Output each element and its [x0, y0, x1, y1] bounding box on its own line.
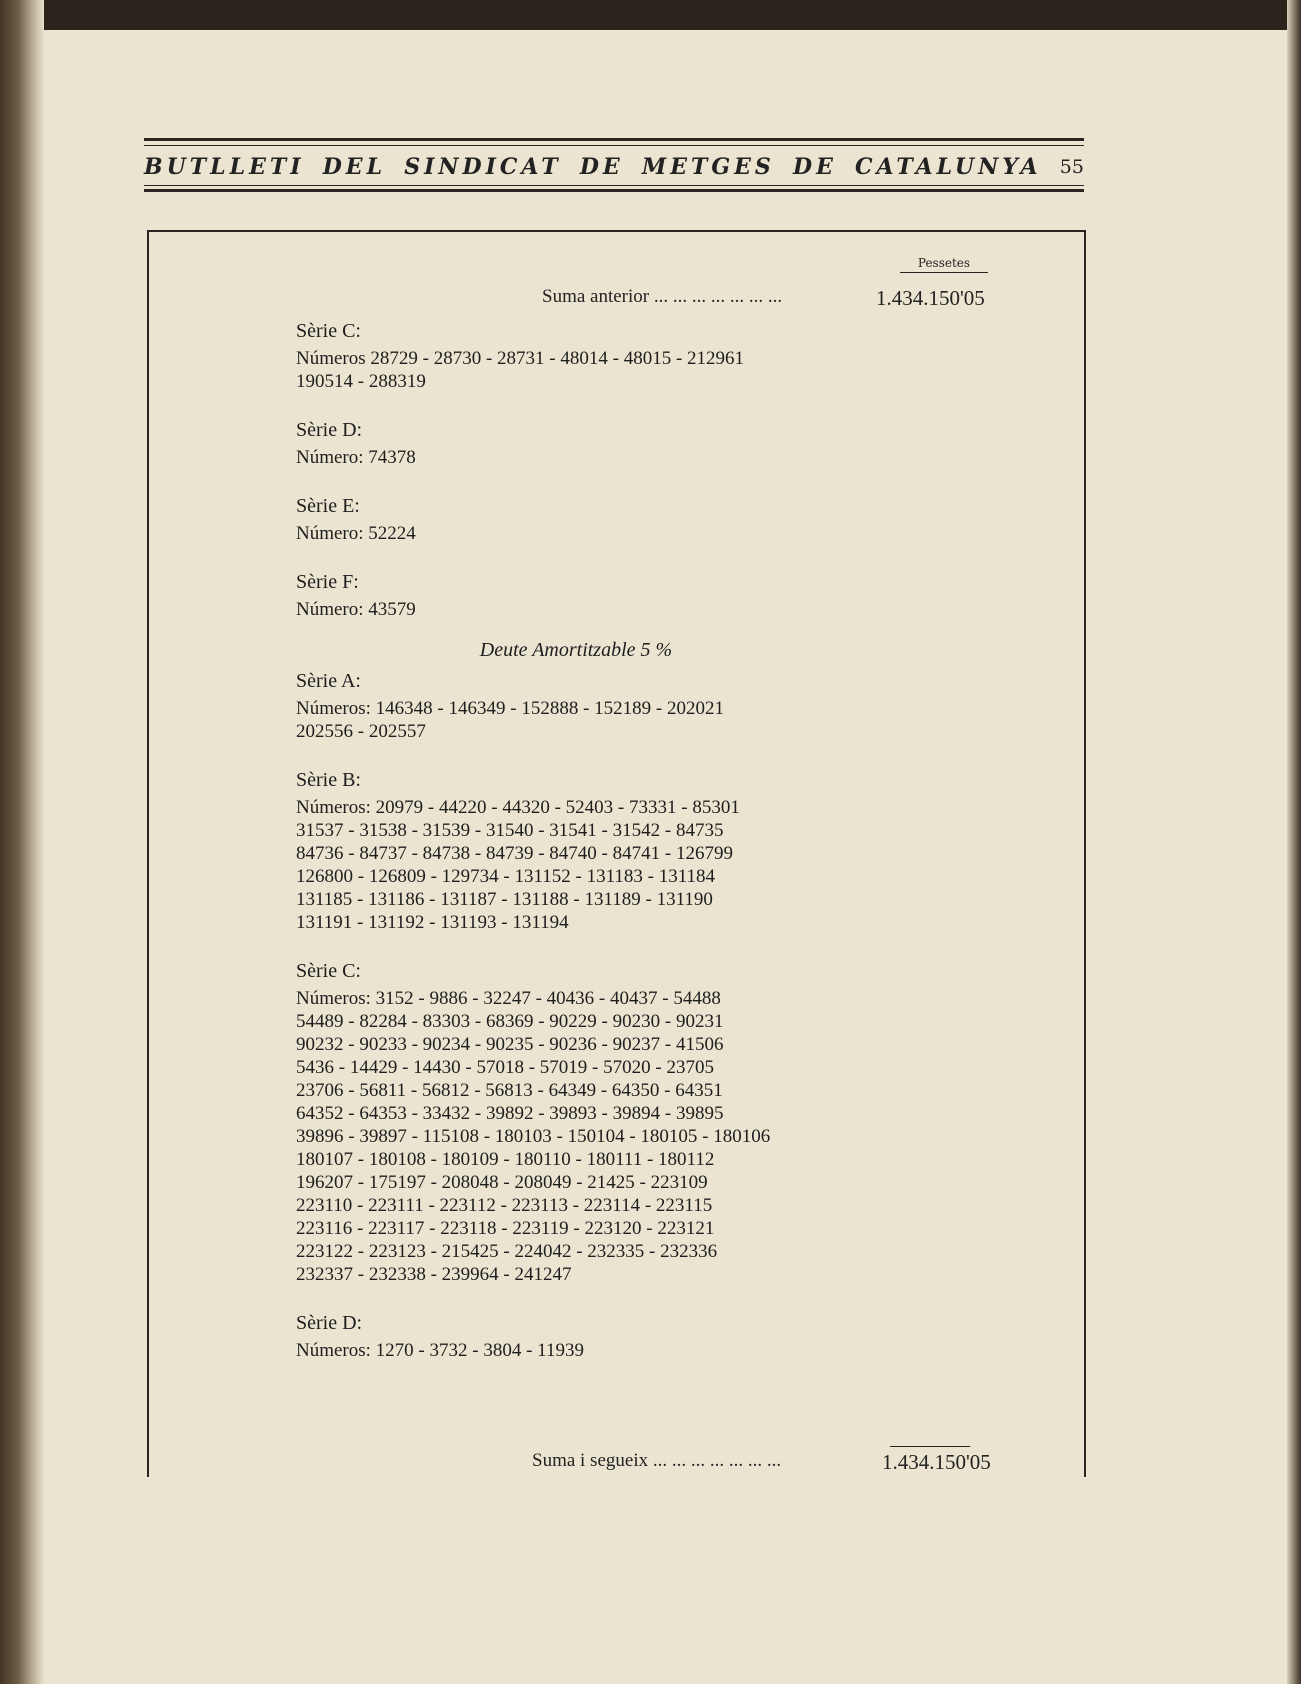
serie-numbers: [296, 796, 856, 934]
header-word-5: METGES: [641, 154, 775, 180]
header-word-2: DEL: [322, 154, 387, 180]
book-spine: [0, 0, 44, 1684]
numbers-line: 131185 - 131186 - 131187 - 131188 - 131189 - 131190: [296, 889, 713, 910]
serie-label: Sèrie B:: [296, 769, 361, 791]
serie-label: Sèrie F:: [296, 571, 359, 593]
section-continued: [296, 320, 856, 621]
header-word-6: DE: [793, 154, 837, 180]
serie-label: Sèrie D:: [296, 419, 363, 441]
serie-block: [296, 571, 856, 621]
serie-block: [296, 419, 856, 469]
header-bottom-rule-thin: [144, 185, 1084, 186]
page-number: 55: [1059, 156, 1084, 178]
numbers-line: Números: 3152 - 9886 - 32247 - 40436 - 40437 - 54488: [296, 988, 721, 1009]
numbers-line: 223110 - 223111 - 223112 - 223113 - 223114 - 223115: [296, 1195, 713, 1216]
closing-sum-label: [532, 1450, 781, 1472]
opening-sum-amount: 1.434.150'05: [876, 286, 985, 310]
numbers-line: Números 28729 - 28730 - 28731 - 48014 - 48015 - 212961: [296, 348, 745, 369]
opening-sum-dots: ... ... ... ... ... ... ...: [653, 286, 783, 307]
numbers-line: 180107 - 180108 - 180109 - 180110 - 180111 - 180112: [296, 1149, 715, 1170]
numbers-line: Número: 52224: [296, 523, 416, 544]
numbers-line: 202556 - 202557: [296, 721, 426, 742]
numbers-line: 223116 - 223117 - 223118 - 223119 - 223120 - 223121: [296, 1218, 715, 1239]
serie-block: [296, 670, 856, 743]
numbers-line: 23706 - 56811 - 56812 - 56813 - 64349 - 64350 - 64351: [296, 1080, 723, 1101]
serie-numbers: [296, 347, 856, 393]
scan-right-border: [1287, 0, 1301, 1684]
closing-sum-dots: ... ... ... ... ... ... ...: [652, 1450, 782, 1471]
running-header: [144, 152, 1084, 182]
serie-block: [296, 320, 856, 393]
serie-label: Sèrie C:: [296, 320, 361, 342]
numbers-line: 31537 - 31538 - 31539 - 31540 - 31541 - 31542 - 84735: [296, 820, 724, 841]
serie-block: [296, 769, 856, 934]
numbers-line: 5436 - 14429 - 14430 - 57018 - 57019 - 57020 - 23705: [296, 1057, 714, 1078]
numbers-line: Números: 1270 - 3732 - 3804 - 11939: [296, 1340, 584, 1361]
serie-label: Sèrie C:: [296, 960, 361, 982]
serie-block: [296, 1312, 856, 1362]
serie-block: [296, 960, 856, 1286]
serie-numbers: [296, 1339, 856, 1362]
section-deute-amortitzable: [296, 639, 856, 1362]
numbers-line: 131191 - 131192 - 131193 - 131194: [296, 912, 569, 933]
section-title: Deute Amortitzable 5 %: [479, 639, 673, 661]
serie-numbers: [296, 598, 856, 621]
numbers-line: 64352 - 64353 - 33432 - 39892 - 39893 - 39894 - 39895: [296, 1103, 724, 1124]
header-word-7: CATALUNYA: [855, 154, 1042, 180]
serie-numbers: [296, 522, 856, 545]
header-top-rule: [144, 138, 1084, 141]
serie-label: Sèrie A:: [296, 670, 361, 692]
header-bottom-rule: [144, 189, 1084, 192]
numbers-line: 190514 - 288319: [296, 371, 426, 392]
numbers-line: 196207 - 175197 - 208048 - 208049 - 21425 - 223109: [296, 1172, 708, 1193]
serie-numbers: [296, 987, 856, 1286]
opening-sum-text: Suma anterior: [542, 286, 650, 307]
closing-sum-text: Suma i segueix: [532, 1450, 649, 1471]
serie-numbers: [296, 697, 856, 743]
column-header-pessetes: Pessetes: [900, 256, 988, 273]
numbers-line: 232337 - 232338 - 239964 - 241247: [296, 1264, 572, 1285]
numbers-line: Números: 20979 - 44220 - 44320 - 52403 - 73331 - 85301: [296, 797, 740, 818]
header-word-4: DE: [579, 154, 624, 180]
header-word-1: BUTLLETI: [144, 154, 305, 180]
numbers-line: Número: 43579: [296, 599, 416, 620]
header-word-3: SINDICAT: [404, 154, 562, 180]
numbers-line: Número: 74378: [296, 447, 416, 468]
serie-label: Sèrie D:: [296, 1312, 363, 1334]
opening-sum-label: [542, 286, 782, 308]
numbers-line: 223122 - 223123 - 215425 - 224042 - 232335 - 232336: [296, 1241, 718, 1262]
numbers-line: 90232 - 90233 - 90234 - 90235 - 90236 - 90237 - 41506: [296, 1034, 724, 1055]
numbers-line: 84736 - 84737 - 84738 - 84739 - 84740 - 84741 - 126799: [296, 843, 733, 864]
scan-top-border: [0, 0, 1301, 30]
numbers-line: 126800 - 126809 - 129734 - 131152 - 131183 - 131184: [296, 866, 716, 887]
total-rule: [890, 1446, 970, 1447]
numbers-line: 39896 - 39897 - 115108 - 180103 - 150104 - 180105 - 180106: [296, 1126, 771, 1147]
header-top-rule-thin: [144, 145, 1084, 146]
serie-block: [296, 495, 856, 545]
document-body: [296, 320, 856, 1388]
serie-label: Sèrie E:: [296, 495, 360, 517]
closing-sum-amount: 1.434.150'05: [882, 1450, 991, 1474]
numbers-line: Números: 146348 - 146349 - 152888 - 152189 - 202021: [296, 698, 724, 719]
serie-numbers: [296, 446, 856, 469]
numbers-line: 54489 - 82284 - 83303 - 68369 - 90229 - 90230 - 90231: [296, 1011, 724, 1032]
